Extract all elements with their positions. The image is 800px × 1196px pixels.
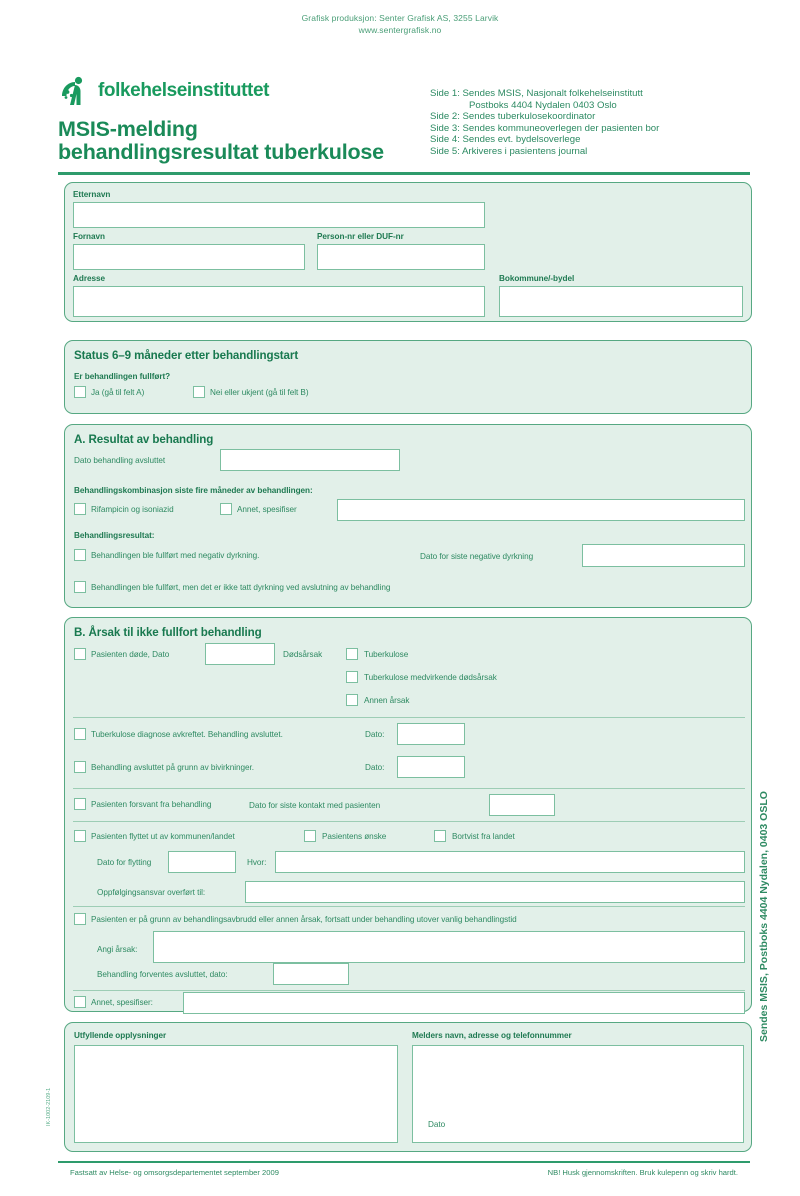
bokommune-input[interactable] (499, 286, 743, 317)
etternavn-label: Etternavn (73, 190, 111, 199)
cause-option-1[interactable] (346, 648, 408, 660)
reason-input[interactable] (153, 931, 745, 963)
reporter-date-label: Dato (428, 1120, 446, 1129)
disappeared-label: Pasienten forsvant fra behandling (91, 799, 212, 809)
moved-wish-checkbox[interactable] (304, 830, 316, 842)
continued-label: Pasienten er på grunn av behandlingsavbrudd eller annen årsak, fortsatt under behandling utover vanlig behandlingstid (91, 914, 517, 924)
status-yes-label: Ja (gå til felt A) (91, 387, 145, 397)
adresse-input[interactable] (73, 286, 485, 317)
page-title-line-2: behandlingsresultat tuberkulose (58, 140, 384, 164)
status-panel-title: Status 6–9 måneder etter behandlingstart (74, 349, 299, 362)
result-opt1-label: Behandlingen ble fullført med negativ dyrkning. (91, 550, 260, 560)
other-checkbox[interactable] (74, 996, 86, 1008)
result-opt2-label: Behandlingen ble fullført, men det er ikke tatt dyrkning ved avslutning av behandling (91, 582, 391, 592)
move-date-input[interactable] (168, 851, 236, 873)
moved-checkbox[interactable] (74, 830, 86, 842)
sideeffect-date-label: Dato: (365, 763, 385, 772)
status-panel (64, 340, 752, 414)
combo-opt2-checkbox[interactable] (220, 503, 232, 515)
sideeffect-date-input[interactable] (397, 756, 465, 778)
cause-option-2[interactable] (346, 671, 497, 683)
combo-option-1[interactable] (74, 503, 174, 515)
status-option-yes[interactable] (74, 386, 144, 398)
expected-input[interactable] (273, 963, 349, 985)
result-option-1[interactable] (74, 549, 259, 561)
moved-deported-label: Bortvist fra landet (452, 831, 515, 841)
section-b-divider-3 (73, 821, 745, 822)
section-b-divider-2 (73, 788, 745, 789)
bokommune-label: Bokommune/-bydel (499, 274, 575, 283)
other-label: Annet, spesifiser: (91, 997, 153, 1007)
moved-option-deported[interactable] (434, 830, 515, 842)
continued-option[interactable] (74, 913, 517, 925)
printer-credit (0, 12, 800, 36)
moved-option-wish[interactable] (304, 830, 386, 842)
section-a-date-input[interactable] (220, 449, 400, 471)
combo-other-input[interactable] (337, 499, 745, 521)
cause-option-3[interactable] (346, 694, 409, 706)
personnr-input[interactable] (317, 244, 485, 270)
form-footer (70, 1168, 738, 1177)
died-label: Pasienten døde, Dato (91, 649, 170, 659)
status-yes-checkbox[interactable] (74, 386, 86, 398)
cause-opt1-label: Tuberkulose (364, 649, 409, 659)
section-b-title: B. Årsak til ikke fullfort behandling (74, 626, 262, 639)
reporter-input[interactable] (412, 1045, 744, 1143)
fornavn-label: Fornavn (73, 232, 105, 241)
reporter-label: Melders navn, adresse og telefonnummer (412, 1031, 572, 1040)
cause-of-death-label: Dødsårsak (283, 650, 323, 659)
moved-option[interactable] (74, 830, 235, 842)
rejected-checkbox[interactable] (74, 728, 86, 740)
expected-label: Behandling forventes avsluttet, dato: (97, 970, 228, 979)
status-no-label: Nei eller ukjent (gå til felt B) (210, 387, 309, 397)
printer-credit-line-1: Grafisk produksjon: Senter Grafisk AS, 3255 Larvik (301, 13, 499, 23)
disappeared-option[interactable] (74, 798, 211, 810)
cause-opt3-checkbox[interactable] (346, 694, 358, 706)
disappeared-checkbox[interactable] (74, 798, 86, 810)
result-heading: Behandlingsresultat: (74, 531, 155, 540)
last-contact-input[interactable] (489, 794, 555, 816)
footer-left-note: Fastsatt av Helse- og omsorgsdepartementet september 2009 (70, 1168, 279, 1177)
section-b-divider-5 (73, 990, 745, 991)
cause-opt2-checkbox[interactable] (346, 671, 358, 683)
combo-opt1-checkbox[interactable] (74, 503, 86, 515)
patient-info-panel (64, 182, 752, 322)
adresse-label: Adresse (73, 274, 105, 283)
moved-wish-label: Pasientens ønske (322, 831, 387, 841)
institute-name: folkehelseinstituttet (98, 80, 270, 101)
move-date-label: Dato for flytting (97, 858, 152, 867)
continued-checkbox[interactable] (74, 913, 86, 925)
routing-line-6: Side 5: Arkiveres i pasientens journal (430, 145, 588, 157)
rejected-date-input[interactable] (397, 723, 465, 745)
footer-divider (58, 1161, 750, 1163)
other-input[interactable] (183, 992, 745, 1014)
routing-instructions (430, 88, 659, 158)
cause-opt2-label: Tuberkulose medvirkende dødsårsak (364, 672, 497, 682)
where-input[interactable] (275, 851, 745, 873)
followup-label: Oppfølgingsansvar overført til: (97, 888, 206, 897)
where-label: Hvor: (247, 858, 267, 867)
routing-line-1: Side 1: Sendes MSIS, Nasjonalt folkehelseinstitutt (430, 88, 643, 99)
rejected-label: Tuberkulose diagnose avkreftet. Behandling avsluttet. (91, 729, 283, 739)
section-b-panel (64, 617, 752, 1012)
header-divider (58, 172, 750, 175)
rejected-date-label: Dato: (365, 730, 385, 739)
rejected-option[interactable] (74, 728, 283, 740)
other-option[interactable] (74, 996, 153, 1008)
routing-line-5: Side 4: Sendes evt. bydelsoverlege (430, 134, 581, 146)
personnr-label: Person-nr eller DUF-nr (317, 232, 404, 241)
section-a-title: A. Resultat av behandling (74, 433, 214, 446)
sideeffect-label: Behandling avsluttet på grunn av bivirkninger. (91, 762, 254, 772)
fhi-person-logo-icon (58, 76, 92, 106)
result-option-2[interactable] (74, 581, 390, 593)
status-no-checkbox[interactable] (193, 386, 205, 398)
combo-opt2-label: Annet, spesifiser (237, 504, 297, 514)
supplementary-label: Utfyllende opplysninger (74, 1031, 167, 1040)
result-opt2-checkbox[interactable] (74, 581, 86, 593)
printer-credit-line-2: www.sentergrafisk.no (358, 25, 442, 35)
combo-opt1-label: Rifampicin og isoniazid (91, 504, 174, 514)
cause-opt1-checkbox[interactable] (346, 648, 358, 660)
cause-opt3-label: Annen årsak (364, 695, 410, 705)
section-b-divider-4 (73, 906, 745, 907)
routing-line-4: Side 3: Sendes kommuneoverlegen der pasienten bor (430, 122, 660, 134)
section-b-divider-1 (73, 717, 745, 718)
sideeffect-option[interactable] (74, 761, 254, 773)
section-a-date-label: Dato behandling avsluttet (74, 456, 166, 465)
moved-label: Pasienten flyttet ut av kommunen/landet (91, 831, 235, 841)
died-option[interactable] (74, 648, 169, 660)
form-header (58, 76, 748, 172)
died-date-input[interactable] (205, 643, 275, 665)
reason-label: Angi årsak: (97, 945, 138, 954)
followup-input[interactable] (245, 881, 745, 903)
section-a-panel (64, 424, 752, 608)
fornavn-input[interactable] (73, 244, 305, 270)
routing-line-3: Side 2: Sendes tuberkulosekoordinator (430, 111, 596, 123)
died-checkbox[interactable] (74, 648, 86, 660)
last-contact-label: Dato for siste kontakt med pasienten (249, 801, 381, 810)
routing-line-2: Postboks 4404 Nydalen 0403 Oslo (469, 99, 617, 111)
culture-date-label: Dato for siste negative dyrkning (420, 552, 534, 561)
combo-heading: Behandlingskombinasjon siste fire måneder av behandlingen: (74, 486, 313, 495)
bottom-panel (64, 1022, 752, 1152)
result-opt1-checkbox[interactable] (74, 549, 86, 561)
status-option-no[interactable] (193, 386, 309, 398)
footer-right-note: NB! Husk gjennomskriften. Bruk kulepenn og skriv hardt. (547, 1168, 738, 1177)
sideeffect-checkbox[interactable] (74, 761, 86, 773)
etternavn-input[interactable] (73, 202, 485, 228)
supplementary-input[interactable] (74, 1045, 398, 1143)
moved-deported-checkbox[interactable] (434, 830, 446, 842)
combo-option-2[interactable] (220, 503, 297, 515)
culture-date-input[interactable] (582, 544, 745, 567)
status-question: Er behandlingen fullført? (74, 372, 171, 381)
form-code-vertical: IK-1002-2109-1 (46, 1087, 52, 1126)
mailing-address-vertical: Sendes MSIS, Postboks 4404 Nydalen, 0403 OSLO (758, 791, 770, 1042)
page-title-line-1: MSIS-melding (58, 117, 198, 141)
